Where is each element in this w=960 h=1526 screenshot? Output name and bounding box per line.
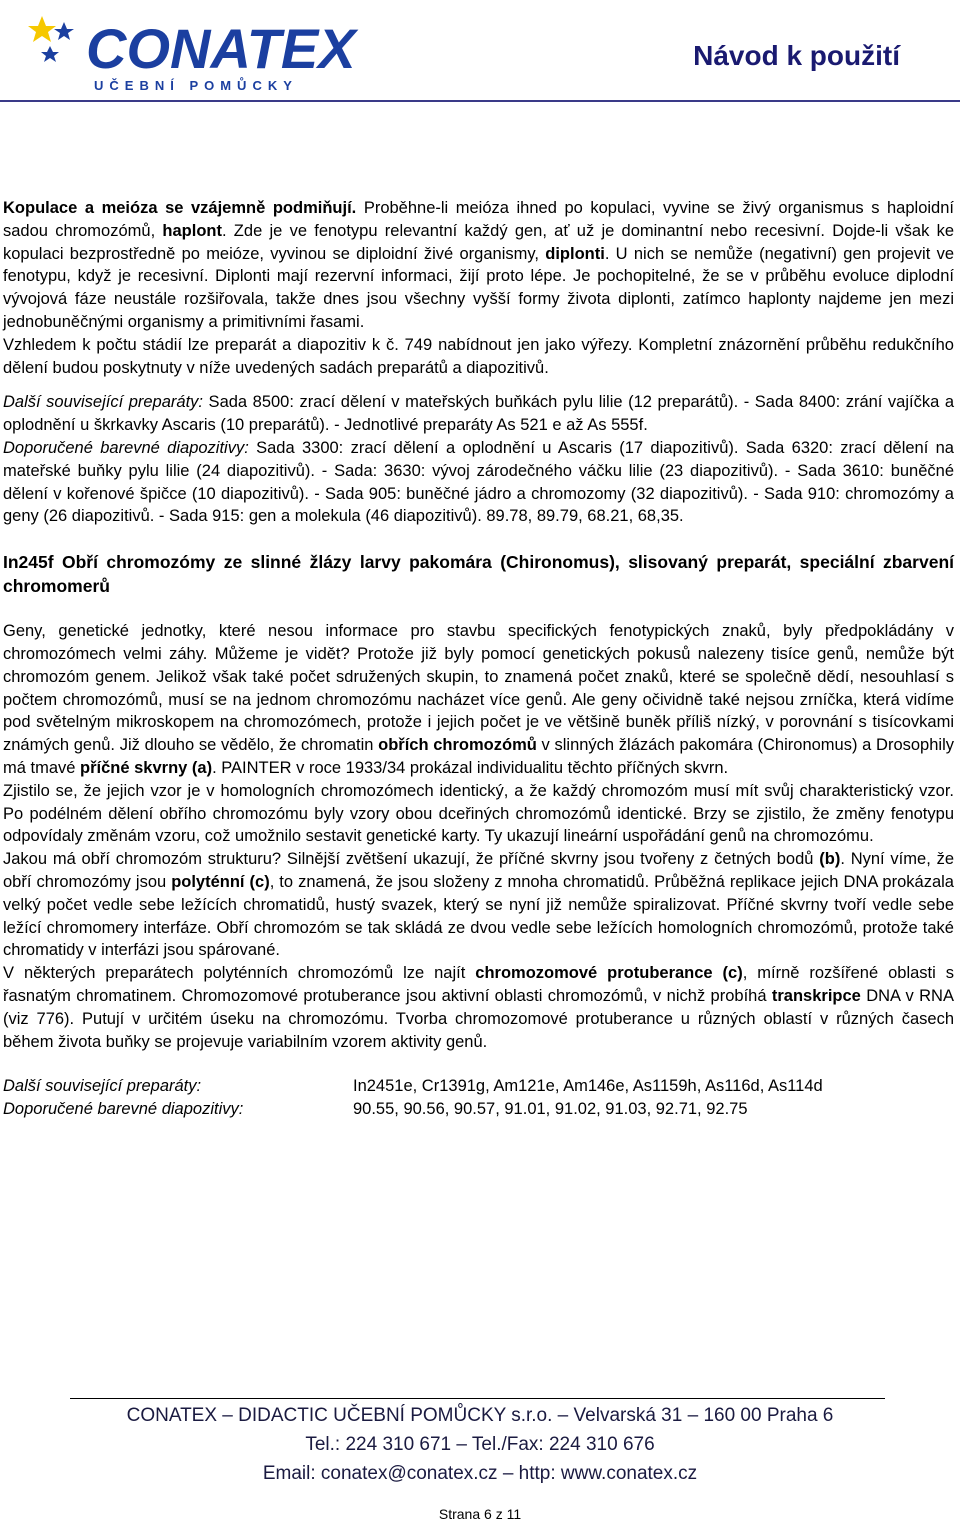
logo-brand: CONATEX [86, 17, 356, 80]
section-paragraph-2: Zjistilo se, že jejich vzor je v homologních chromozómech identický, a že každý chromozóm musí mít svůj charakteristický vzor. Po podélném dělení obřího chromozómu byly vzory obou dceřiných chromozómů identické. Brzy se zjistilo, že změny fenotypu odpovídaly změnám vzoru, což umožnilo sestavit genetické karty. Ty ukazují lineární uspořádání genů na chromozómu. [3, 781, 954, 846]
section-paragraph-3: Jakou má obří chromozóm strukturu? Silnější zvětšení ukazují, že příčné skvrny jsou tvořeny z četných bodů (b). Nyní víme, že obří chromozómy jsou polyténní (c), to znamená, že jsou složeny z mnoha chromatidů. Průběžná replikace jejich DNA prokázala velký počet vedle sebe ležících chromatidů, hustý svazek, který se nyní již nemůže spiralizovat. Příčné skvrny tvoří vedle sebe ležící chromomery interfáze. Obří chromozóm se tak skládá ze dvou vedle sebe ležících homologních chromozómů, protože také chromatidy v interfázi jsou spárované. [3, 850, 954, 960]
footer-company: CONATEX – DIDACTIC UČEBNÍ POMŮCKY s.r.o. – Velvarská 31 – 160 00 Praha 6 [126, 1405, 834, 1426]
recommended-slides: Doporučené barevné diapozitivy: Sada 3300: zrací dělení a oplodnění u Ascaris (17 diapozitivů). Sada 6320: zrací dělení na mateřské buňky pylu lilie (24 diapozitivů). - Sada: 3630: vývoj zárodečného váčku lilie (23 diapozitivů). - Sada 3610: buněčné dělení v kořenové špičce (10 diapozitivů). - Sada 905: buněčné jádro a chromozomy (32 diapozitivů). - Sada 910: chromozómy a geny (26 diapozitivů. - Sada 915: gen a molekula (46 diapozitivů). 89.78, 89.79, 68.21, 68,35. [3, 438, 954, 526]
related-preparations: Další související preparáty: Sada 8500: zrací dělení v mateřských buňkách pylu lilie (12 preparátů). - Sada 8400: zrání vajíčka a oplodnění u škrkavky Ascaris (10 preparátů). - Jednotlivé preparáty As 521 e až As 555f. [3, 393, 954, 435]
conatex-logo [28, 6, 408, 96]
footer-phone: Tel.: 224 310 671 – Tel./Fax: 224 310 676 [305, 1434, 655, 1455]
document-body [3, 197, 954, 1121]
related-preparations-2: Další související preparáty: In2451e, Cr1391g, Am121e, Am146e, As1159h, As116d, As114d [3, 1077, 823, 1096]
footer-divider [70, 1398, 885, 1399]
section-heading: In245f Obří chromozómy ze slinné žlázy larvy pakomára (Chironomus), slisovaný preparát, speciální zbarvení chromomerů [3, 552, 954, 597]
intro-paragraph-2: Vzhledem k počtu stádií lze preparát a diapozitiv k č. 749 nabídnout jen jako výřezy. Kompletní znázornění průběhu redukčního dělení budou poskytnuty v níže uvedených sadách preparátů a diapozitivů. [3, 335, 954, 377]
section-paragraph-4: V některých preparátech polyténních chromozómů lze najít chromozomové protuberance (c), mírně rozšířené oblasti s řasnatým chromatinem. Chromozomové protuberance jsou aktivní oblasti chromozómů, v nichž probíhá transkripce DNA v RNA (viz 776). Putují v určitém úseku na chromozómu. Tvorba chromozomové protuberance u různých oblastí v různých časech během života buňky se projevuje variabilním vzorem aktivity genů. [3, 964, 954, 1051]
page-number: Strana 6 z 11 [438, 1506, 522, 1522]
logo-tagline: UČEBNÍ POMŮCKY [94, 78, 298, 93]
footer-contact: Email: conatex@conatex.cz – http: www.conatex.cz [262, 1463, 698, 1484]
page-header [0, 0, 960, 105]
document-title: Návod k použití [693, 40, 900, 71]
header-divider [0, 100, 960, 102]
recommended-slides-2: Doporučené barevné diapozitivy: 90.55, 90.56, 90.57, 91.01, 91.02, 91.03, 92.71, 92.75 [3, 1100, 748, 1119]
intro-paragraph: Kopulace a meióza se vzájemně podmiňují. Proběhne-li meióza ihned po kopulaci, vyvine se živý organismus s haploidní sadou chromozómů, haplont. Zde je ve fenotypu relevantní každý gen, ať už je dominantní nebo recesivní. Dojde-li však ke kopulaci bezprostředně po meióze, vyvinou se diploidní živé organismy, diplonti. U nich se nemůže (negativní) gen projevit ve fenotypu, když je recesivní. Diplonti mají rezervní informaci, žijí proto lépe. Je pochopitelné, že se v průběhu evoluce diplodní vývojová fáze neustále rozšiřovala, takže dnes jsou všechny vyšší formy života diplonti, zatímco haplonty najdeme jen mezi jednobuněčnými organismy a primitivními řasami. [3, 199, 954, 331]
section-paragraph-1: Geny, genetické jednotky, které nesou informace pro stavbu specifických fenotypických znaků, byly předpokládány v chromozómech velmi záhy. Můžeme je vidět? Protože již byly pomocí genetických pokusů nalezeny tisíce genů, nemůže být chromozóm genem. Jelikož však také počet sdružených skupin, to znamená počet znaků, které se společně dědí, nesouhlasí s počtem chromozómů, musí se na jednom chromozómu nacházet více genů. Ale geny očividně také nejsou zrníčka, která vidíme pod světelným mikroskopem na chromozómech, protože i jejich počet je ve většině buněk příliš nízký, v porovnání s tisícovkami známých genů. Již dlouho se vědělo, že chromatin obřích chromozómů v slinných žlázách pakomára (Chironomus) a Drosophily má tmavé příčné skvrny (a). PAINTER v roce 1933/34 prokázal individualitu těchto příčných skvrn. [3, 622, 954, 777]
